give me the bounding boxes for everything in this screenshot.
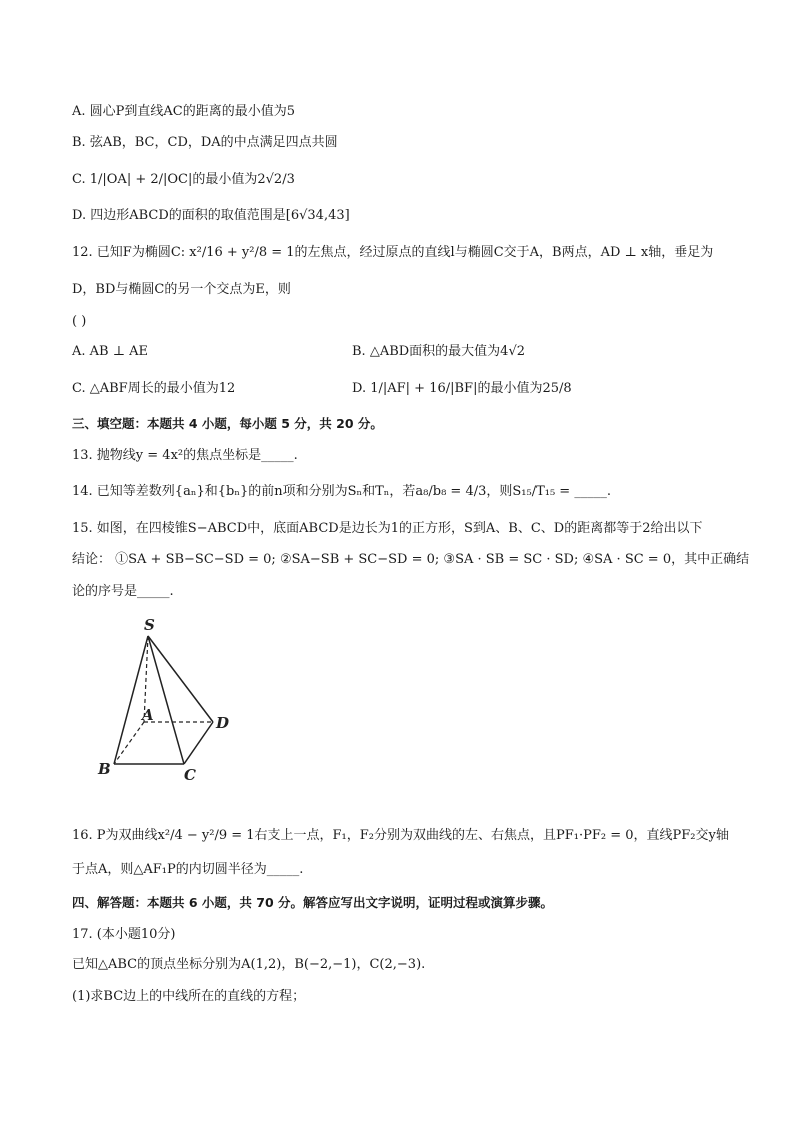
q15-line1: 15. 如图，在四棱锥S−ABCD中，底面ABCD是边长为1的正方形，S到A、B、C、D的距离都等于2给出以下 <box>72 521 703 536</box>
q11-option-b: B. 弦AB，BC，CD，DA的中点满足四点共圆 <box>72 135 338 150</box>
label-d: D <box>216 714 230 732</box>
label-b: B <box>98 760 111 778</box>
q12-option-a: A. AB ⊥ AE <box>72 344 148 359</box>
label-a: A <box>142 706 154 724</box>
q13: 13. 抛物线y = 4x²的焦点坐标是_____. <box>72 448 298 463</box>
edge-sd <box>148 636 213 722</box>
edge-sb <box>114 636 148 764</box>
q12-answer-paren: ( ) <box>72 314 87 329</box>
label-s: S <box>144 616 155 634</box>
q17-stem: 已知△ABC的顶点坐标分别为A(1,2)，B(−2,−1)，C(2,−3). <box>72 957 426 972</box>
edge-ab-hidden <box>114 722 144 764</box>
q12-option-c: C. △ABF周长的最小值为12 <box>72 381 236 396</box>
q11-option-c: C. 1/|OA| + 2/|OC|的最小值为2√2/3 <box>72 172 295 187</box>
q17-part1: (1)求BC边上的中线所在的直线的方程； <box>72 989 306 1004</box>
edge-cd <box>184 722 213 764</box>
label-c: C <box>184 766 196 782</box>
q14: 14. 已知等差数列{aₙ}和{bₙ}的前n项和分别为Sₙ和Tₙ，若a₈/b₈ = 4/3，则S₁₅/T₁₅ = _____. <box>72 484 611 499</box>
q15-line3: 论的序号是_____. <box>72 584 174 599</box>
q12-stem-line2: D，BD与椭圆C的另一个交点为E，则 <box>72 282 291 297</box>
pyramid-figure <box>92 612 242 786</box>
q16-line1: 16. P为双曲线x²/4 − y²/9 = 1右支上一点，F₁，F₂分别为双曲线的左、右焦点，且PF₁·PF₂ = 0，直线PF₂交y轴 <box>72 828 729 843</box>
q12-stem-line1: 12. 已知F为椭圆C: x²/16 + y²/8 = 1的左焦点，经过原点的直线l与椭圆C交于A，B两点，AD ⊥ x轴，垂足为 <box>72 245 714 260</box>
q17-heading: 17. (本小题10分) <box>72 927 176 942</box>
edge-sc <box>148 636 184 764</box>
q11-option-d: D. 四边形ABCD的面积的取值范围是[6√34,43] <box>72 208 350 223</box>
q12-option-b: B. △ABD面积的最大值为4√2 <box>352 344 526 359</box>
q15-line2: 结论： ①SA + SB−SC−SD = 0; ②SA−SB + SC−SD = 0; ③SA · SB = SC · SD; ④SA · SC = 0，其中正确结 <box>72 552 750 567</box>
q11-option-a: A. 圆心P到直线AC的距离的最小值为5 <box>72 104 296 119</box>
pyramid-diagram <box>92 612 242 782</box>
q16-line2: 于点A，则△AF₁P的内切圆半径为_____. <box>72 862 304 877</box>
q12-option-d: D. 1/|AF| + 16/|BF|的最小值为25/8 <box>352 381 572 396</box>
section-3-heading: 三、填空题：本题共 4 小题，每小题 5 分，共 20 分。 <box>72 416 383 431</box>
section-4-heading: 四、解答题：本题共 6 小题，共 70 分。解答应写出文字说明，证明过程或演算步骤。 <box>72 895 554 910</box>
